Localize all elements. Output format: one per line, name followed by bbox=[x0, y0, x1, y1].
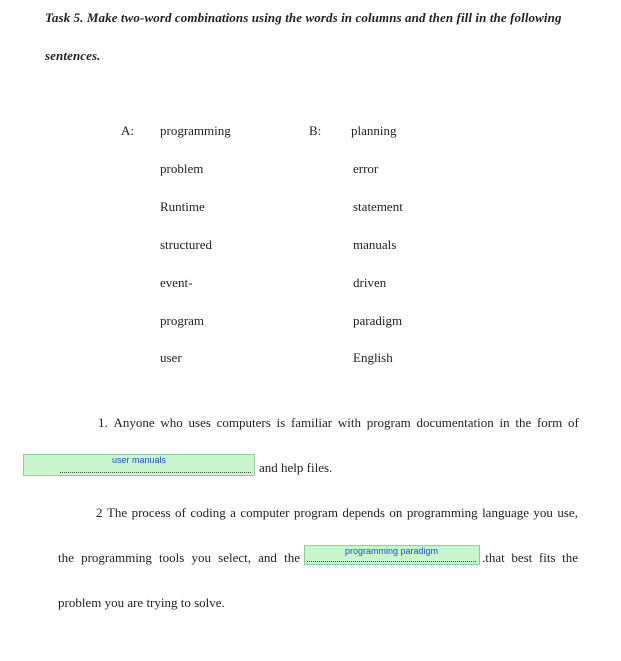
word: depends bbox=[342, 505, 385, 520]
word: language bbox=[482, 505, 529, 520]
word: you bbox=[191, 550, 211, 565]
column-a-word: event- bbox=[160, 275, 193, 290]
column-b-word: driven bbox=[353, 275, 387, 290]
sentence-1-continuation: and help files. bbox=[259, 460, 333, 475]
answer-field-2-value: programming paradigm bbox=[345, 546, 439, 556]
word: Anyone bbox=[113, 415, 155, 430]
word: 2 bbox=[96, 505, 103, 520]
word: process bbox=[131, 505, 171, 520]
word: coding bbox=[190, 505, 226, 520]
word: and bbox=[258, 550, 277, 565]
word: program bbox=[366, 415, 411, 430]
word: computers bbox=[216, 415, 271, 430]
column-a-word: structured bbox=[160, 237, 212, 252]
word: you bbox=[533, 505, 553, 520]
word: select, bbox=[218, 550, 251, 565]
task-heading-continued: sentences. bbox=[45, 48, 101, 63]
word: computer bbox=[240, 505, 290, 520]
word: with bbox=[337, 415, 361, 430]
word: 1. bbox=[98, 415, 108, 430]
word: the bbox=[284, 550, 300, 565]
column-a-word: Runtime bbox=[160, 199, 205, 214]
word: fits bbox=[538, 550, 556, 565]
answer-field-1-value: user manuals bbox=[112, 455, 167, 465]
column-b-word: paradigm bbox=[353, 313, 403, 328]
word: who bbox=[160, 415, 183, 430]
word: the bbox=[58, 550, 74, 565]
column-b-word: statement bbox=[353, 199, 403, 214]
word: programming bbox=[406, 505, 478, 520]
sentence-2-line-3: problem you are trying to solve. bbox=[58, 595, 225, 610]
column-a-label: A: bbox=[121, 123, 134, 138]
word: the bbox=[562, 550, 578, 565]
word: programming bbox=[81, 550, 152, 565]
column-b-word: error bbox=[353, 161, 379, 176]
column-b-word: English bbox=[353, 350, 393, 365]
word: of bbox=[175, 505, 186, 520]
word: documentation bbox=[416, 415, 494, 430]
word: program bbox=[293, 505, 338, 520]
sentence-2-line-2-after bbox=[482, 550, 578, 566]
word: .that bbox=[482, 550, 505, 565]
word: form bbox=[536, 415, 563, 430]
column-b-word: manuals bbox=[353, 237, 397, 252]
answer-field-1[interactable] bbox=[23, 454, 255, 476]
column-b-label: B: bbox=[309, 123, 322, 138]
dotted-blank bbox=[307, 561, 476, 562]
word: in bbox=[499, 415, 510, 430]
column-b-word: planning bbox=[351, 123, 397, 138]
dotted-blank bbox=[60, 472, 251, 473]
word: The bbox=[106, 505, 128, 520]
word: the bbox=[515, 415, 532, 430]
answer-field-2[interactable] bbox=[304, 545, 480, 565]
word: a bbox=[230, 505, 236, 520]
sentence-2-line-2-before bbox=[58, 550, 300, 566]
word: tools bbox=[159, 550, 185, 565]
word: on bbox=[389, 505, 403, 520]
sentence-2-line-1 bbox=[96, 505, 578, 521]
word: of bbox=[567, 415, 579, 430]
word: is bbox=[276, 415, 286, 430]
task-heading: Task 5. Make two-word combinations using the words in columns and then fill in the following bbox=[45, 10, 562, 25]
column-a-word: programming bbox=[160, 123, 231, 138]
word: use, bbox=[557, 505, 578, 520]
sentence-1-line-1 bbox=[98, 415, 579, 431]
column-a-word: problem bbox=[160, 161, 204, 176]
word: uses bbox=[188, 415, 211, 430]
column-a-word: user bbox=[160, 350, 182, 365]
column-a-word: program bbox=[160, 313, 205, 328]
word: best bbox=[511, 550, 533, 565]
word: familiar bbox=[290, 415, 333, 430]
